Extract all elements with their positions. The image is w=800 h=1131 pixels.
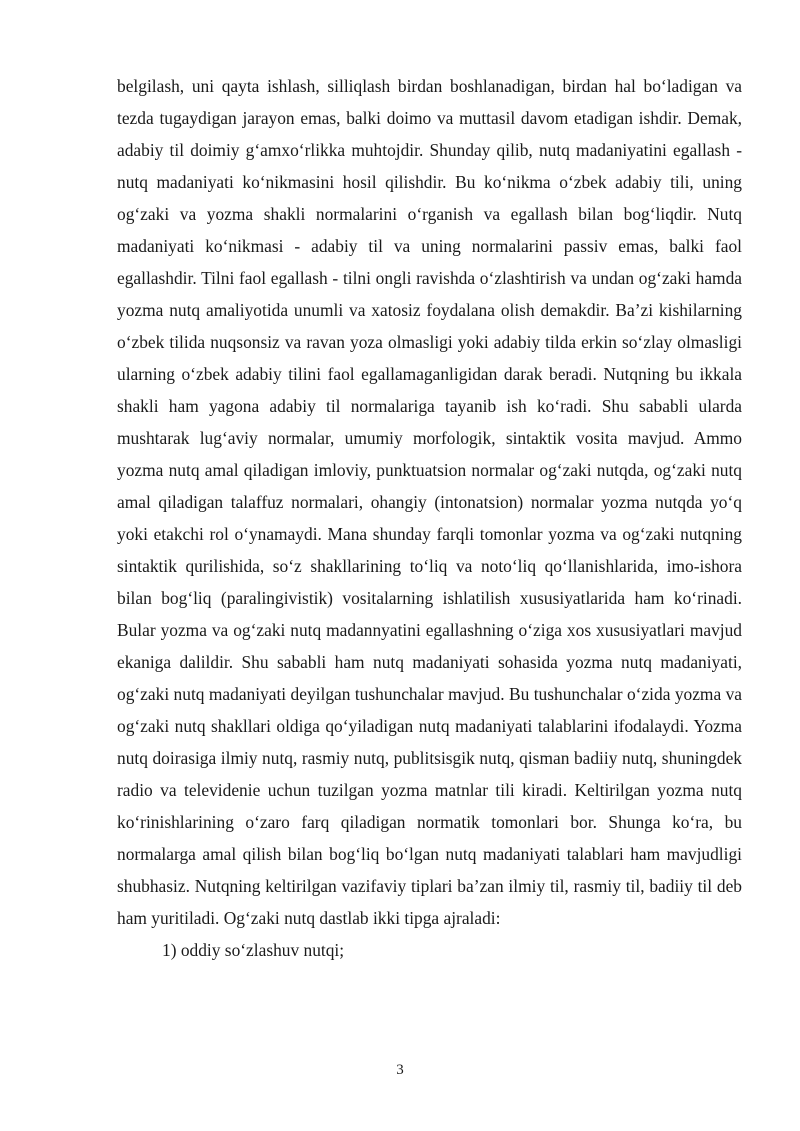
page-number: 3 bbox=[396, 1062, 404, 1078]
body-paragraph: belgilash, uni qayta ishlash, silliqlash birdan boshlanadigan, birdan hal bo‘ladigan va tezda tugaydigan jarayon emas, balki doimo va muttasil davom etadigan ishdir. Demak, adabiy til doimiy g‘amxo‘rlikka muhtojdir. Shunday qilib, nutq madaniyatini egallash - nutq madaniyati ko‘nikmasini hosil qilishdir. Bu ko‘nikma o‘zbek adabiy tili, uning og‘zaki va yozma shakli normalarini o‘rganish va egallash bilan bog‘liqdir. Nutq madaniyati ko‘nikmasi - adabiy til va uning normalarini passiv emas, balki faol egallashdir. Tilni faol egallash - tilni ongli ravishda o‘zlashtirish va undan og‘zaki hamda yozma nutq amaliyotida unumli va xatosiz foydalana olish demakdir. Ba’zi kishilarning o‘zbek tilida nuqsonsiz va ravan yoza olmasligi yoki adabiy tilda erkin so‘zlay olmasligi ularning o‘zbek adabiy tilini faol egallamaganligidan darak beradi. Nutqning bu ikkala shakli ham yagona adabiy til normalariga tayanib ish ko‘radi. Shu sababli ularda mushtarak lug‘aviy normalar, umumiy morfologik, sintaktik vosita mavjud. Ammo yozma nutq amal qiladigan imloviy, punktuatsion normalar og‘zaki nutqda, og‘zaki nutq amal qiladigan talaffuz normalari, ohangiy (intonatsion) normalar yozma nutqda yo‘q yoki etakchi rol o‘ynamaydi. Mana shunday farqli tomonlar yozma va og‘zaki nutqning sintaktik qurilishida, so‘z shakllarining to‘liq va noto‘liq qo‘llanishlarida, imo-ishora bilan bog‘liq (paralingivistik) vositalarning ishlatilish xususiyatlarida ham ko‘rinadi. Bular yozma va og‘zaki nutq madannyatini egallashning o‘ziga xos xususiyatlari mavjud ekaniga dalildir. Shu sababli ham nutq madaniyati sohasida yozma nutq madaniyati, og‘zaki nutq madaniyati deyilgan tushunchalar mavjud. Bu tushunchalar o‘zida yozma va og‘zaki nutq shakllari oldiga qo‘yiladigan nutq madaniyati talablarini ifodalaydi. Yozma nutq doirasiga ilmiy nutq, rasmiy nutq, publitsisgik nutq, qisman badiiy nutq, shuningdek radio va televidenie uchun tuzilgan yozma matnlar tili kiradi. Keltirilgan yozma nutq ko‘rinishlarining o‘zaro farq qiladigan normatik tomonlari bor. Shunga ko‘ra, bu normalarga amal qilish bilan bog‘liq bo‘lgan nutq madaniyati talablari ham mavjudligi shubhasiz. Nutqning keltirilgan vazifaviy tiplari ba’zan ilmiy til, rasmiy til, badiiy til deb ham yuritiladi. Og‘zaki nutq dastlab ikki tipga ajraladi: bbox=[117, 76, 742, 928]
text-block bbox=[117, 70, 742, 966]
list-item: 1) oddiy so‘zlashuv nutqi; bbox=[162, 940, 345, 960]
